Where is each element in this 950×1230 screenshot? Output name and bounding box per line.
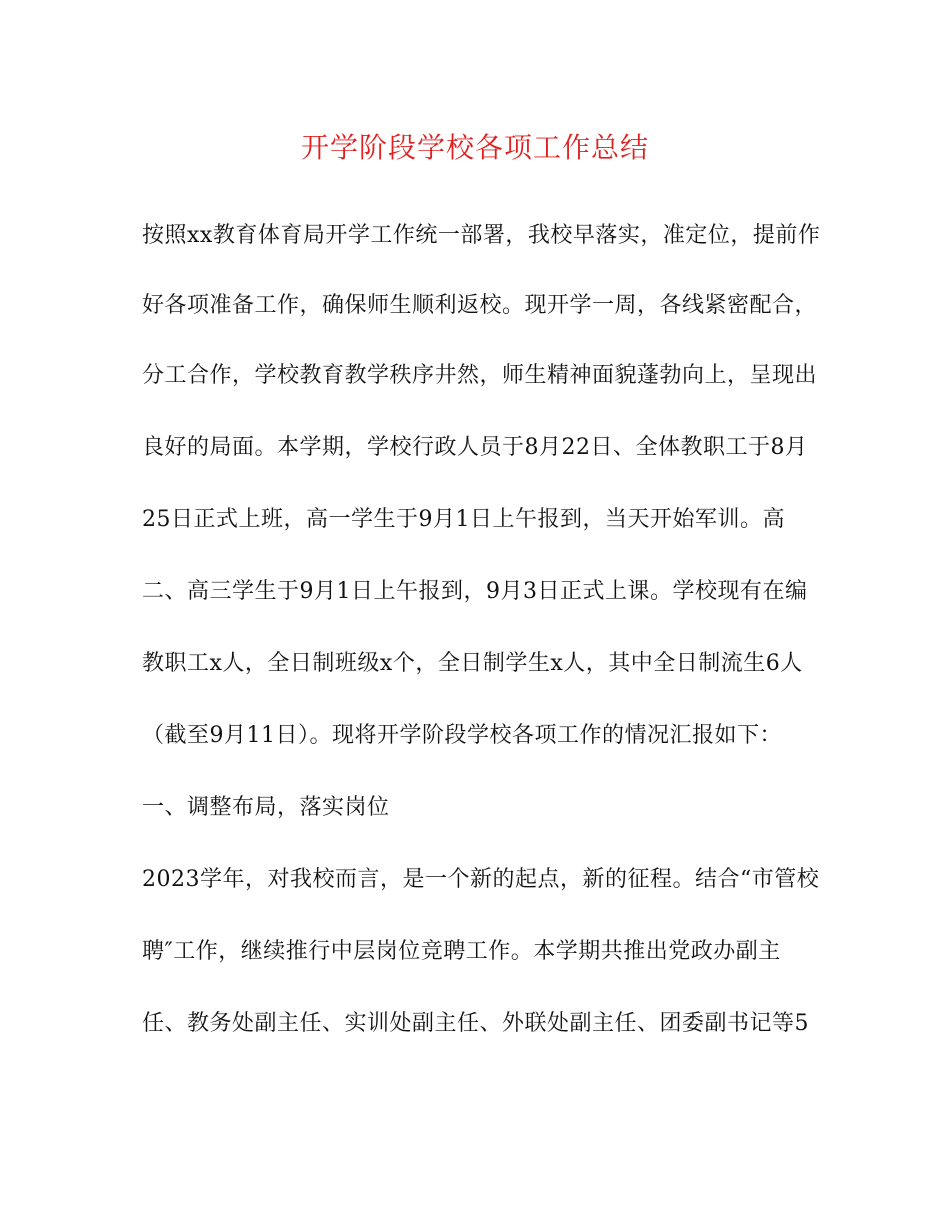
section-heading-1: 一、调整布局，落实岗位 — [142, 795, 390, 820]
document-title: 开学阶段学校各项工作总结 — [300, 131, 649, 164]
body-line-8: （截至9月11日）。现将开学阶段学校各项工作的情况汇报如下： — [142, 723, 782, 748]
body-line-5: 25日正式上班，高一学生于9月1日上午报到，当天开始军训。高 — [142, 507, 785, 532]
body-line-4: 良好的局面。本学期，学校行政人员于8月22日、全体教职工于8月 — [142, 435, 808, 460]
body-line-2: 好各项准备工作，确保师生顺利返校。现开学一周，各线紧密配合， — [142, 293, 818, 318]
body-line-12: 任、教务处副主任、实训处副主任、外联处副主任、团委副书记等5 — [142, 1011, 809, 1036]
body-line-3: 分工合作，学校教育教学秩序井然，师生精神面貌蓬勃向上，呈现出 — [142, 363, 818, 388]
body-line-11: 聘″工作，继续推行中层岗位竞聘工作。本学期共推出党政办副主 — [142, 939, 781, 964]
body-line-10: 2023学年，对我校而言，是一个新的起点，新的征程。结合“市管校 — [142, 867, 820, 892]
body-line-1: 按照xx教育体育局开学工作统一部署，我校早落实，准定位，提前作 — [142, 223, 821, 248]
body-line-7: 教职工x人，全日制班级x个，全日制学生x人，其中全日制流生6人 — [142, 651, 803, 676]
body-line-6: 二、高三学生于9月1日上午报到，9月3日正式上课。学校现有在编 — [142, 579, 808, 604]
